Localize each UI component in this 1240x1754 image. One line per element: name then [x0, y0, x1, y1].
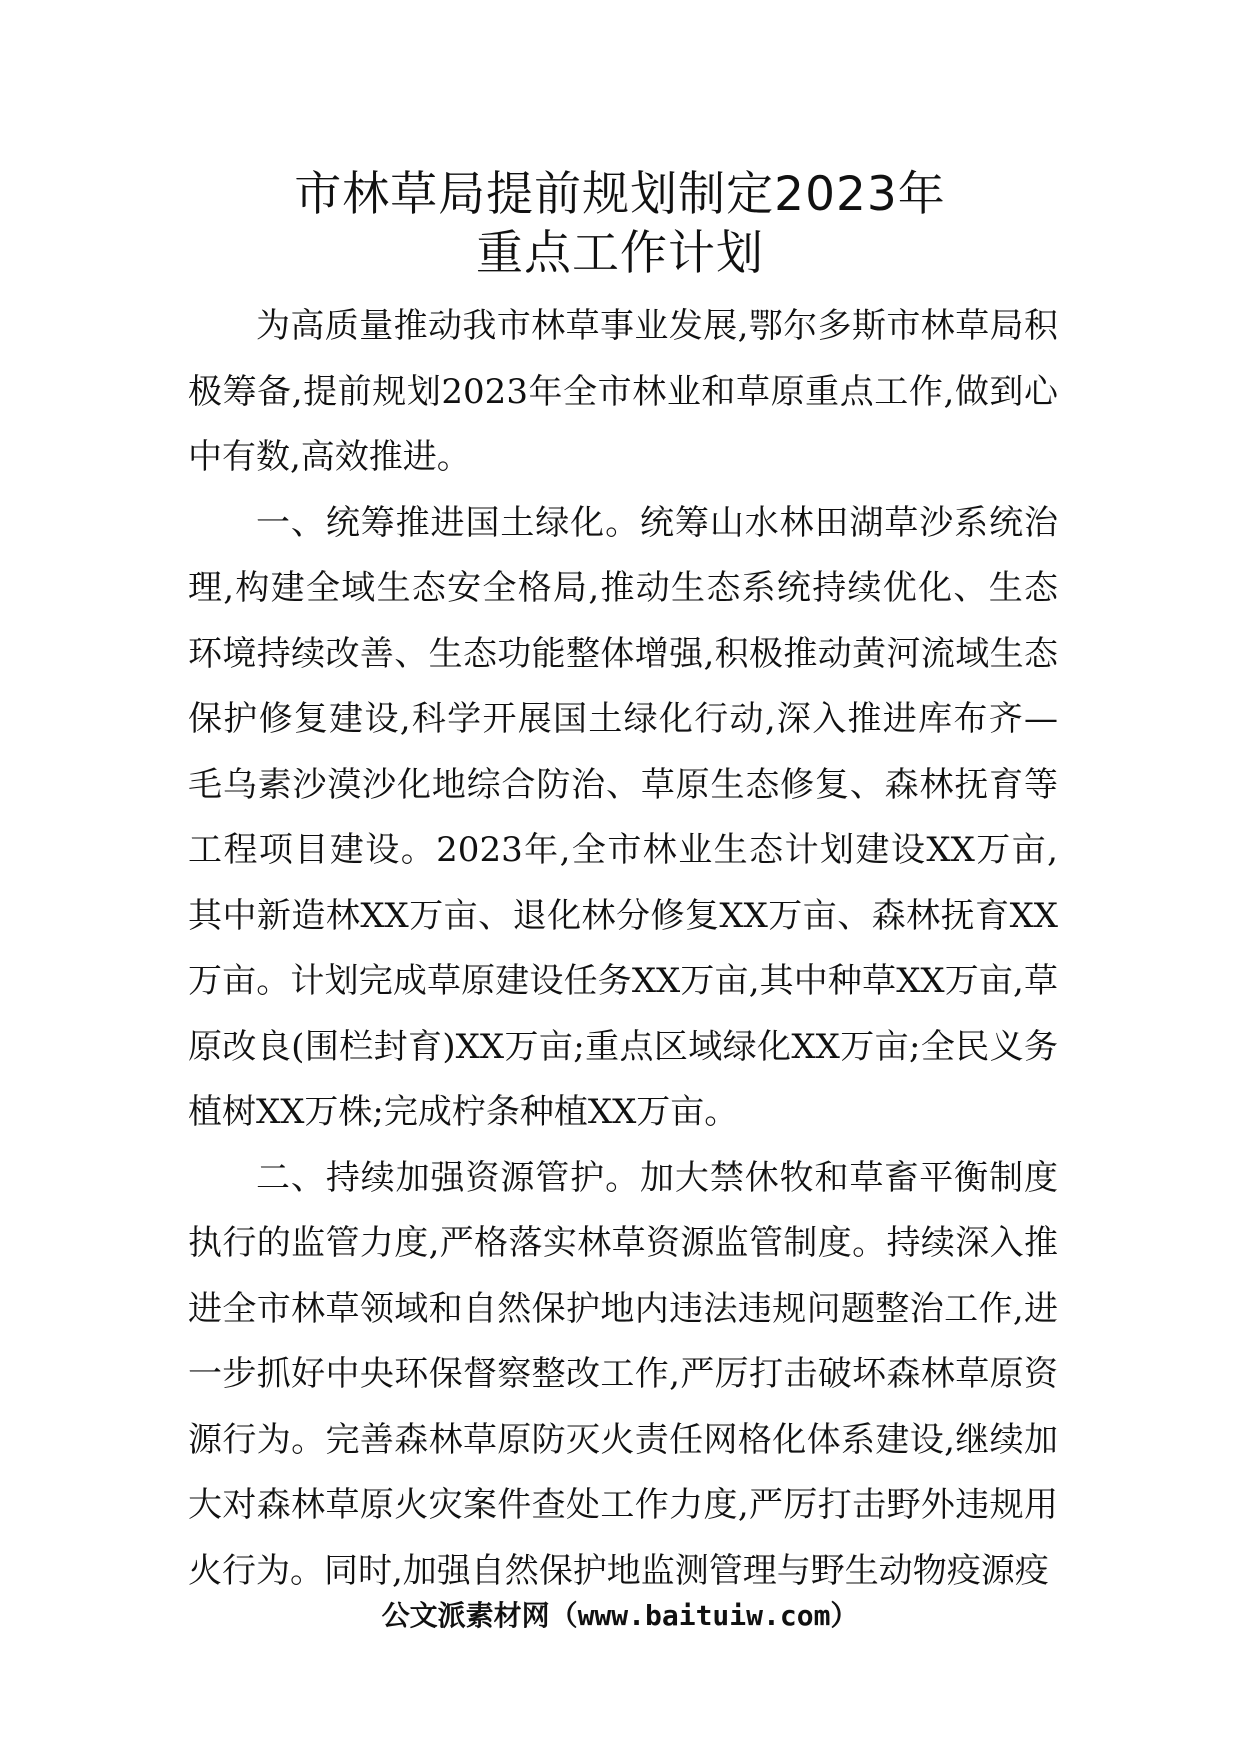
document-title-line-2: 重点工作计划: [476, 226, 764, 281]
section-1-paragraph: 一、统筹推进国土绿化。统筹山水林田湖草沙系统治理,构建全域生态安全格局,推动生态系统持续优化、生态环境持续改善、生态功能整体增强,积极推动黄河流域生态保护修复建设,科学开展国土绿化行动,深入推进库布齐—毛乌素沙漠沙化地综合防治、草原生态修复、森林抚育等工程项目建设。2023年,全市林业生态计划建设XX万亩,其中新造林XX万亩、退化林分修复XX万亩、森林抚育XX万亩。计划完成草原建设任务XX万亩,其中种草XX万亩,草原改良(围栏封育)XX万亩;重点区域绿化XX万亩;全民义务植树XX万株;完成柠条种植XX万亩。: [188, 502, 1058, 1132]
document-title-line-1: 市林草局提前规划制定2023年: [294, 167, 946, 222]
document-body: [188, 294, 1058, 1604]
source-footer: 公文派素材网（www.baituiw.com）: [381, 1599, 859, 1632]
section-2-paragraph: 二、持续加强资源管护。加大禁休牧和草畜平衡制度执行的监管力度,严格落实林草资源监管制度。持续深入推进全市林草领域和自然保护地内违法违规问题整治工作,进一步抓好中央环保督察整改工作,严厉打击破坏森林草原资源行为。完善森林草原防灭火责任网格化体系建设,继续加大对森林草原火灾案件查处工作力度,严厉打击野外违规用火行为。同时,加强自然保护地监测管理与野生动物疫源疫: [188, 1157, 1058, 1591]
intro-paragraph: 为高质量推动我市林草事业发展,鄂尔多斯市林草局积极筹备,提前规划2023年全市林业和草原重点工作,做到心中有数,高效推进。: [188, 306, 1058, 477]
